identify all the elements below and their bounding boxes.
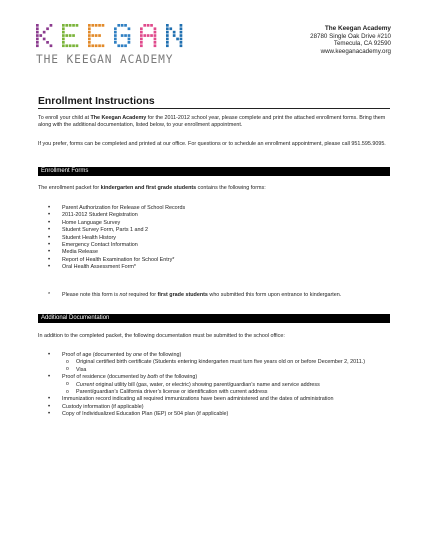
logo-pixel: [36, 44, 39, 47]
forms-lead-bold: kindergarten and first grade students: [100, 185, 197, 191]
logo-pixel: [173, 34, 176, 37]
keegan-logo: [36, 24, 192, 66]
logo-pixel: [62, 27, 65, 30]
logo-pixel: [169, 27, 172, 30]
logo-pixel: [117, 24, 120, 27]
logo-pixel: [128, 41, 131, 44]
list-item: • Student Survey Form, Parts 1 and 2: [38, 227, 185, 234]
logo-pixel: [39, 34, 42, 37]
address-org: The Keegan Academy: [324, 25, 391, 32]
logo-pixel: [65, 44, 68, 47]
logo-pixel: [154, 44, 157, 47]
logo-pixel: [124, 24, 127, 27]
logo-pixel: [166, 27, 169, 30]
logo-pixel: [88, 41, 91, 44]
logo-pixel: [69, 34, 72, 37]
keegan-logo-wordmark: [36, 24, 192, 50]
logo-pixel: [95, 24, 98, 27]
sublist-item: [62, 382, 392, 389]
list-item: • Media Release: [38, 249, 185, 256]
item-text: Proof of residence (documented by: [62, 374, 148, 381]
list-item: • Emergency Contact Information: [38, 242, 185, 249]
logo-pixel: [180, 34, 183, 37]
footnote-text: [62, 292, 341, 299]
sublist-item: o Visa: [62, 367, 392, 374]
logo-pixel: [180, 27, 183, 30]
forms-lead: [38, 185, 394, 192]
forms-lead-text: contains the following forms:: [196, 185, 266, 191]
item-text: of the following): [142, 352, 182, 358]
logo-pixel: [43, 38, 46, 41]
sublist-item: o Parent/guardian’s California driver’s license or identification with current address: [62, 389, 392, 396]
logo-pixel: [65, 24, 68, 27]
logo-pixel: [102, 24, 105, 27]
logo-pixel: [62, 38, 65, 41]
logo-pixel: [36, 27, 39, 30]
footnote-star: *: [48, 292, 51, 298]
logo-pixel: [140, 27, 143, 30]
sublist-item: o Original certified birth certificate (Students entering kindergarten must turn five years old on or before December 2, 2011.): [62, 359, 392, 366]
footnote-italic: not: [119, 292, 128, 298]
logo-pixel: [166, 31, 169, 34]
address-line1: 28780 Single Oak Drive #210: [310, 32, 391, 40]
logo-pixel: [91, 44, 94, 47]
logo-pixel: [124, 34, 127, 37]
logo-pixel: [154, 38, 157, 41]
footnote-part: required for: [127, 292, 158, 298]
footnote-bold: first grade students: [157, 292, 208, 298]
logo-pixel: [76, 44, 79, 47]
logo-pixel: [166, 38, 169, 41]
intro-school-name: The Keegan Academy: [90, 115, 147, 121]
logo-pixel: [98, 34, 101, 37]
logo-pixel: [166, 41, 169, 44]
logo-pixel: [114, 31, 117, 34]
logo-pixel: [128, 34, 131, 37]
logo-pixel: [114, 38, 117, 41]
logo-pixel: [76, 24, 79, 27]
logo-pixel: [88, 38, 91, 41]
forms-list: [38, 205, 185, 272]
logo-pixel: [143, 34, 146, 37]
logo-pixel: [88, 44, 91, 47]
address-line2: Temecula, CA 92590: [333, 40, 391, 48]
intro-text: To enroll your child at: [38, 115, 91, 121]
sublist-italic: Current: [76, 381, 94, 388]
logo-pixel: [72, 24, 75, 27]
logo-pixel: [140, 44, 143, 47]
logo-pixel: [121, 44, 124, 47]
intro-text: for the 2011-2012 school year, please complete and print the attached enrollment forms. Bring them along with the additional documentation, listed below, to your enrollment appointment.: [38, 115, 386, 129]
logo-pixel: [117, 44, 120, 47]
logo-pixel: [154, 27, 157, 30]
intro-paragraph-1: [38, 115, 394, 129]
list-item: • 2011-2012 Student Registration: [38, 212, 185, 219]
proof-of-age-sublist: [62, 359, 392, 374]
page-title: Enrollment Instructions: [38, 96, 390, 109]
list-item: • Parent Authorization for Release of School Records: [38, 205, 185, 212]
logo-pixel: [154, 34, 157, 37]
logo-pixel: [88, 27, 91, 30]
logo-pixel: [95, 44, 98, 47]
logo-pixel: [180, 44, 183, 47]
logo-pixel: [95, 34, 98, 37]
logo-pixel: [72, 44, 75, 47]
logo-pixel: [121, 24, 124, 27]
item-italic: one: [133, 352, 143, 358]
list-item-proof-of-residence: [38, 374, 392, 396]
logo-pixel: [50, 24, 53, 27]
logo-pixel: [166, 44, 169, 47]
logo-pixel: [88, 34, 91, 37]
logo-pixel: [166, 24, 169, 27]
logo-pixel: [98, 24, 101, 27]
logo-pixel: [114, 34, 117, 37]
logo-pixel: [91, 34, 94, 37]
logo-subtitle: THE KEEGAN ACADEMY: [36, 53, 174, 66]
logo-pixel: [147, 34, 150, 37]
logo-pixel: [140, 31, 143, 34]
footnote-part: Please note this form is: [62, 292, 120, 298]
proof-of-residence-sublist: [62, 382, 392, 397]
intro-paragraph-2: If you prefer, forms can be completed and printed at our office. For questions or to schedule an enrollment appointment, please call 951.595.9095.: [38, 141, 386, 147]
logo-pixel: [69, 24, 72, 27]
logo-pixel: [140, 41, 143, 44]
logo-pixel: [88, 24, 91, 27]
logo-pixel: [62, 44, 65, 47]
logo-pixel: [166, 34, 169, 37]
school-address: [310, 25, 391, 55]
logo-pixel: [88, 31, 91, 34]
logo-pixel: [62, 31, 65, 34]
sublist-text: original utility bill (gas, water, or electric) showing parent/guardian’s name and service address: [93, 381, 320, 388]
logo-pixel: [180, 24, 183, 27]
logo-pixel: [180, 38, 183, 41]
list-item: • Immunization record indicating all required immunizations have been administered and the dates of administration: [38, 396, 392, 403]
logo-pixel: [150, 24, 153, 27]
item-text: Proof of age (documented by: [62, 352, 134, 358]
logo-pixel: [36, 24, 39, 27]
logo-pixel: [62, 34, 65, 37]
item-text: of the following): [157, 374, 198, 381]
logo-pixel: [114, 27, 117, 30]
logo-pixel: [46, 27, 49, 30]
footnote-part: who submitted this form upon entrance to kindergarten.: [207, 292, 342, 298]
logo-pixel: [154, 41, 157, 44]
logo-pixel: [150, 34, 153, 37]
logo-pixel: [46, 41, 49, 44]
logo-pixel: [147, 24, 150, 27]
logo-pixel: [36, 31, 39, 34]
item-italic: both: [147, 374, 158, 381]
logo-pixel: [72, 34, 75, 37]
logo-pixel: [180, 31, 183, 34]
logo-pixel: [36, 34, 39, 37]
logo-pixel: [43, 31, 46, 34]
logo-pixel: [140, 34, 143, 37]
logo-pixel: [91, 24, 94, 27]
logo-pixel: [114, 41, 117, 44]
list-item: • Home Language Survey: [38, 220, 185, 227]
address-web: www.keeganacademy.org: [320, 47, 391, 55]
logo-pixel: [124, 44, 127, 47]
section-heading-additional-documentation: Additional Documentation: [38, 314, 390, 323]
logo-pixel: [102, 44, 105, 47]
docs-list: [38, 352, 392, 419]
logo-pixel: [50, 44, 53, 47]
list-item: • Copy of Individualized Education Plan (IEP) or 504 plan (if applicable): [38, 411, 392, 418]
logo-pixel: [69, 44, 72, 47]
forms-lead-text: The enrollment packet for: [38, 185, 101, 191]
logo-pixel: [128, 38, 131, 41]
logo-pixel: [62, 41, 65, 44]
logo-pixel: [36, 38, 39, 41]
list-item: • Student Health History: [38, 235, 185, 242]
logo-pixel: [173, 31, 176, 34]
list-item: • Oral Health Assessment Form*: [38, 264, 185, 271]
docs-lead: In addition to the completed packet, the following documentation must be submitted to the school office:: [38, 333, 285, 339]
list-item: • Custody information (if applicable): [38, 404, 392, 411]
logo-pixel: [36, 41, 39, 44]
section-heading-enrollment-forms: Enrollment Forms: [38, 167, 390, 176]
logo-pixel: [143, 24, 146, 27]
logo-pixel: [180, 41, 183, 44]
logo-pixel: [128, 27, 131, 30]
logo-pixel: [176, 38, 179, 41]
list-item: • Report of Health Examination for School Entry*: [38, 257, 185, 264]
logo-pixel: [65, 34, 68, 37]
logo-pixel: [98, 44, 101, 47]
logo-pixel: [140, 38, 143, 41]
logo-pixel: [62, 24, 65, 27]
logo-pixel: [154, 31, 157, 34]
list-item-proof-of-age: [38, 352, 392, 374]
logo-pixel: [121, 34, 124, 37]
